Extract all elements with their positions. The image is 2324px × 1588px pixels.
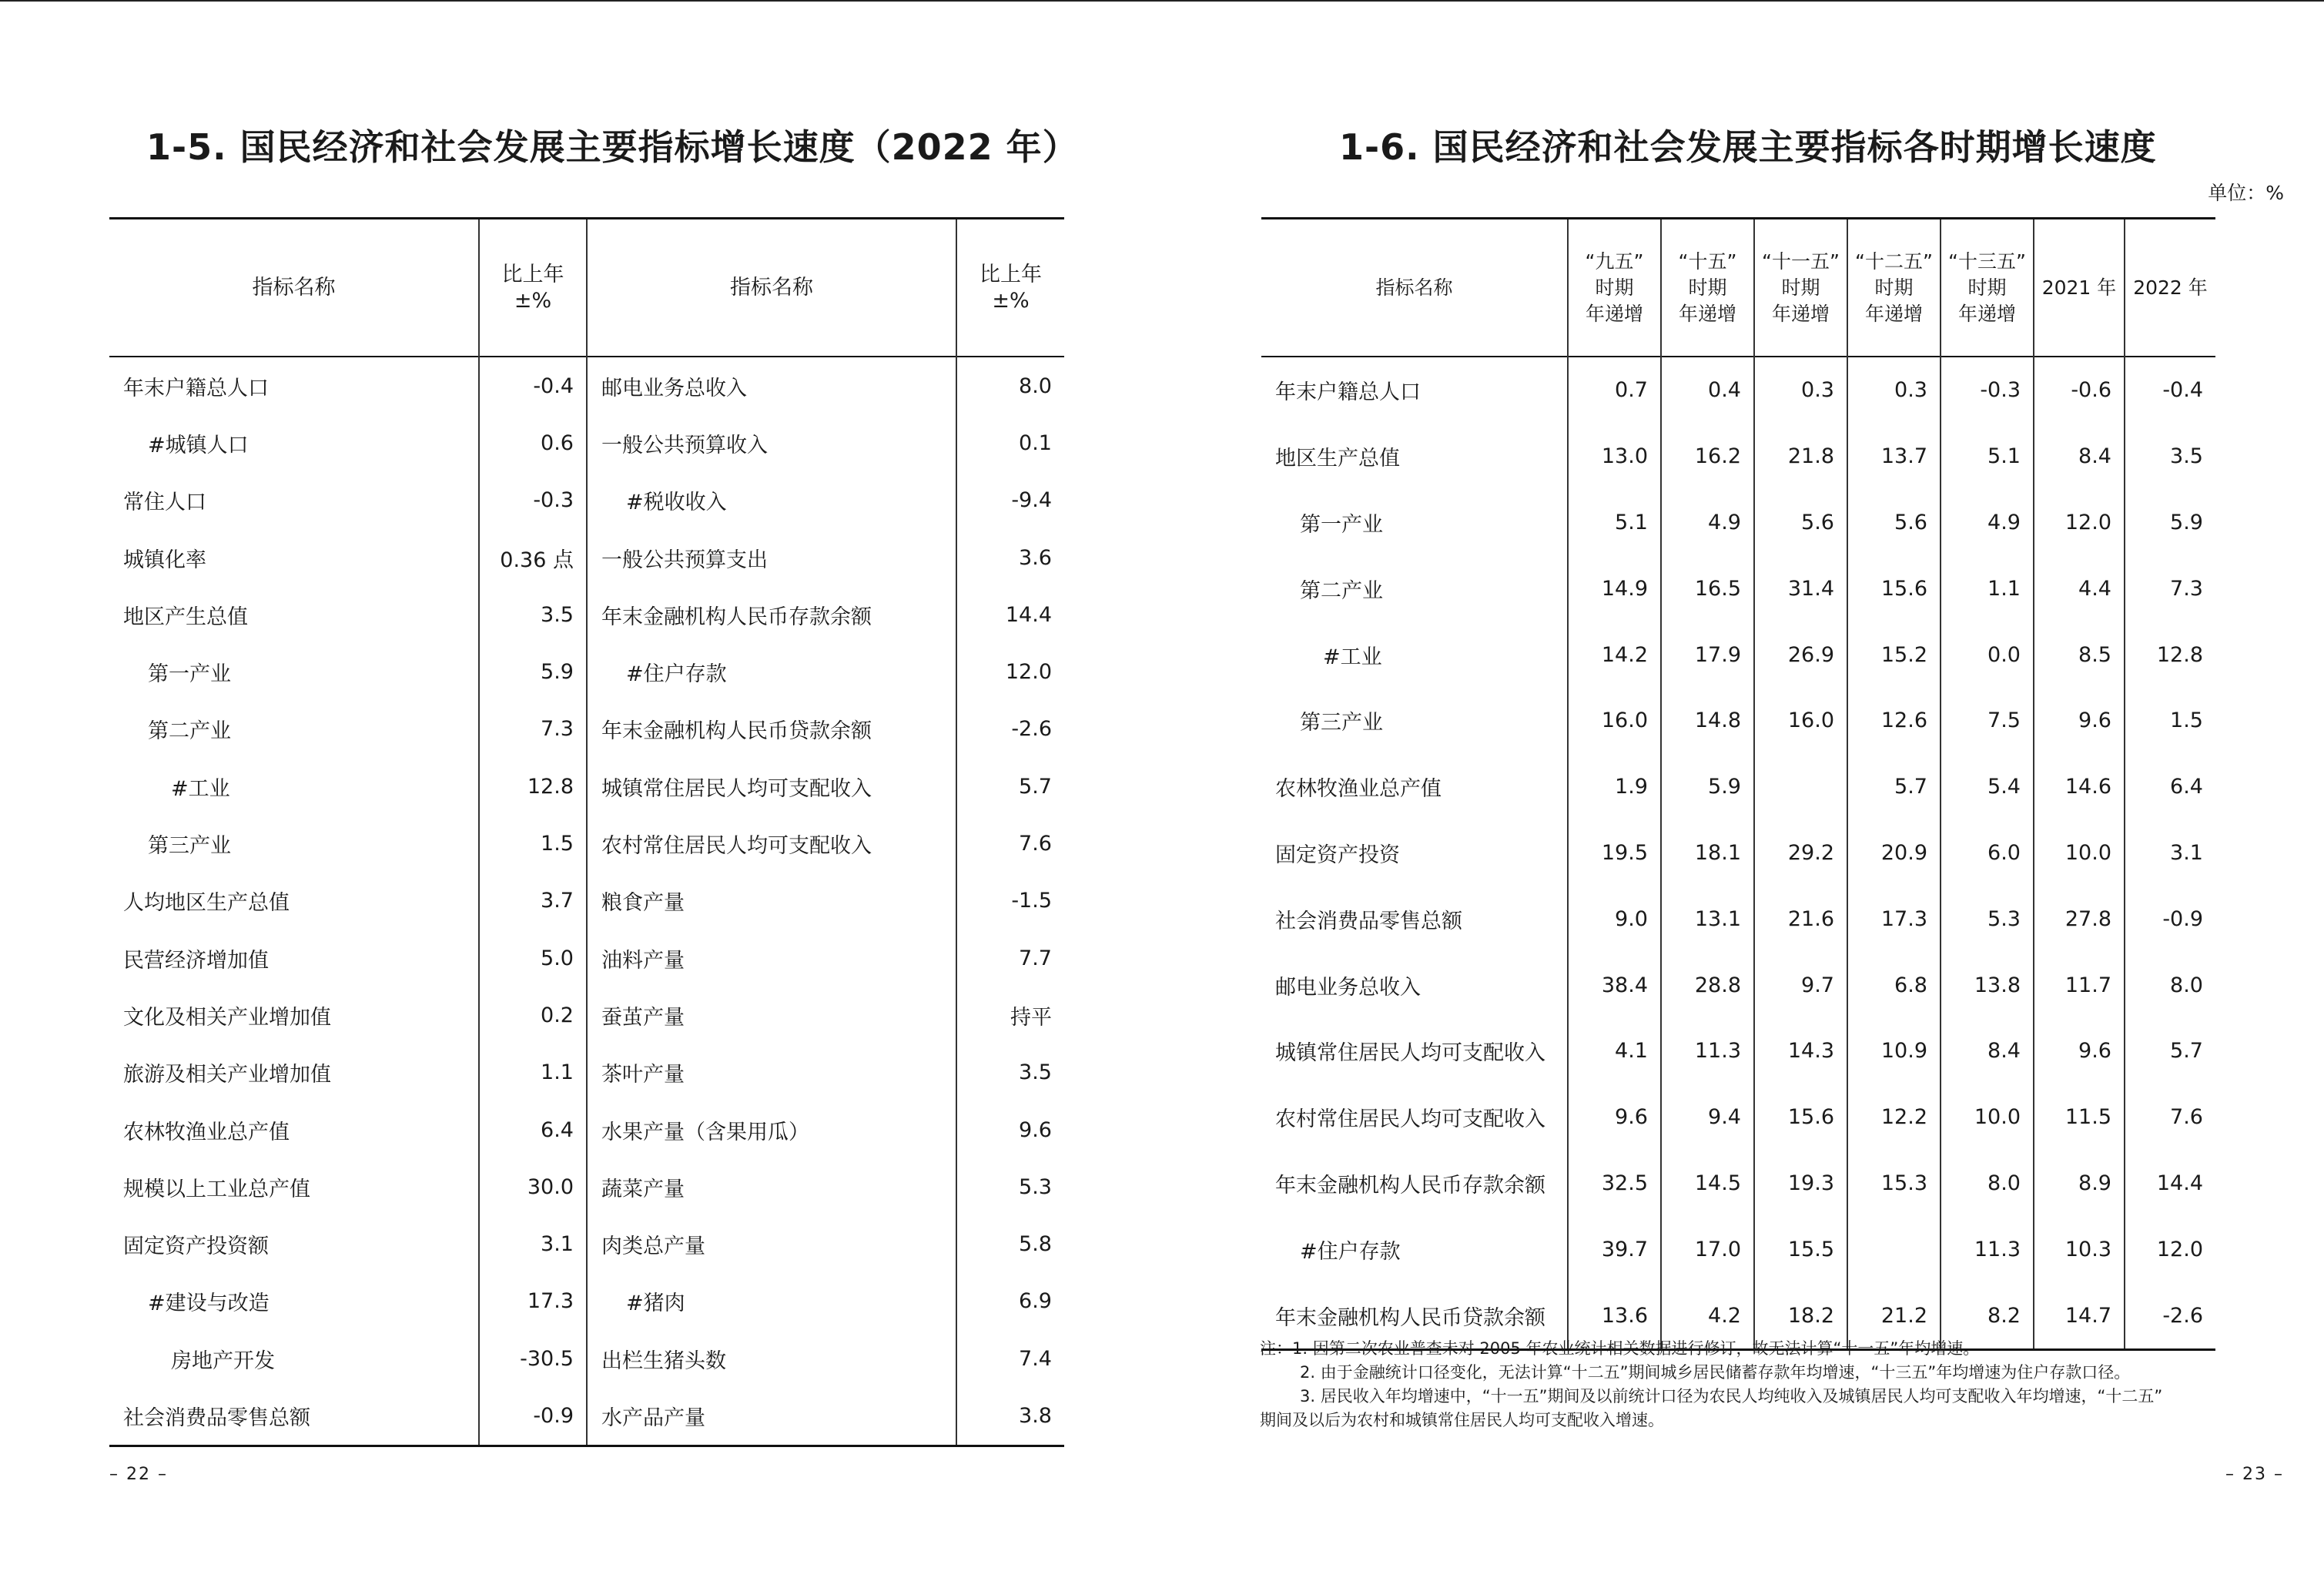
indicator-name: #税收收入 <box>587 472 956 529</box>
indicator-name: 第二产业 <box>109 701 479 758</box>
indicator-value: 7.6 <box>1019 832 1052 856</box>
indicator-growth-table-2022 <box>109 217 1064 1447</box>
period-growth-value: 26.9 <box>1754 621 1847 688</box>
header-2022: 2022 年 <box>2133 276 2208 299</box>
indicator-name: #工业 <box>1261 621 1568 688</box>
table-row <box>1261 621 2215 688</box>
period-growth-value: -0.6 <box>2034 357 2125 424</box>
indicator-name: 城镇化率 <box>109 529 479 586</box>
indicator-name: #住户存款 <box>1261 1216 1568 1282</box>
indicator-name: 第三产业 <box>1261 688 1568 754</box>
indicator-value: -1.5 <box>1011 889 1052 913</box>
indicator-value: 17.3 <box>479 1273 587 1330</box>
indicator-name: 第三产业 <box>109 815 479 872</box>
indicator-name: 年末户籍总人口 <box>1261 357 1568 424</box>
table-row <box>1261 1018 2215 1084</box>
period-growth-value: 9.7 <box>1754 952 1847 1018</box>
period-growth-value: 16.0 <box>1568 688 1661 754</box>
table-row <box>109 357 1064 414</box>
indicator-name: 油料产量 <box>587 930 956 987</box>
period-growth-value: 13.6 <box>1568 1282 1661 1349</box>
period-growth-value: 9.4 <box>1661 1084 1754 1151</box>
indicator-name: #建设与改造 <box>109 1273 479 1330</box>
indicator-name: 地区产生总值 <box>109 586 479 643</box>
period-growth-value: 5.9 <box>1661 754 1754 820</box>
table-row <box>1261 357 2215 424</box>
indicator-name: 地区生产总值 <box>1261 424 1568 490</box>
period-growth-value: 8.9 <box>2034 1151 2125 1217</box>
period-growth-value: 12.8 <box>2156 642 2203 667</box>
indicator-name: 年末金融机构人民币存款余额 <box>1261 1151 1568 1217</box>
indicator-name: 房地产开发 <box>109 1330 479 1387</box>
header-11th-five-year: “十一五” 时期 年递增 <box>1754 219 1847 357</box>
indicator-name: 茶叶产量 <box>587 1044 956 1101</box>
period-growth-value: 7.6 <box>2170 1105 2203 1130</box>
indicator-value: 8.0 <box>1019 374 1052 398</box>
period-growth-value: 13.1 <box>1661 886 1754 952</box>
period-growth-value: 8.0 <box>2170 973 2203 997</box>
period-growth-value: 18.1 <box>1661 820 1754 886</box>
period-growth-value: 13.0 <box>1568 424 1661 490</box>
period-growth-value: 8.0 <box>1941 1151 2034 1217</box>
indicator-value: 5.3 <box>1019 1174 1052 1199</box>
period-growth-value: 0.0 <box>1941 621 2034 688</box>
indicator-value: -30.5 <box>479 1330 587 1387</box>
period-growth-value: 13.7 <box>1847 424 1941 490</box>
period-growth-value: 10.9 <box>1847 1018 1941 1084</box>
period-growth-value: 7.5 <box>1941 688 2034 754</box>
table-notes <box>1260 1337 2230 1432</box>
indicator-name: 蚕茧产量 <box>587 987 956 1044</box>
period-growth-value: 4.9 <box>1941 490 2034 556</box>
period-growth-value: 5.1 <box>1941 424 2034 490</box>
indicator-value: 3.8 <box>1019 1403 1052 1428</box>
period-growth-value: 4.4 <box>2034 555 2125 621</box>
period-growth-value: 6.0 <box>1941 820 2034 886</box>
header-2021: 2021 年 <box>2034 219 2125 357</box>
period-growth-value: 9.6 <box>2034 688 2125 754</box>
period-growth-value: 8.4 <box>1941 1018 2034 1084</box>
indicator-value: 9.6 <box>1019 1117 1052 1142</box>
indicator-name: 年末金融机构人民币贷款余额 <box>1261 1282 1568 1349</box>
period-growth-value: 3.1 <box>2170 840 2203 865</box>
table-row <box>109 815 1064 872</box>
table-row <box>109 1215 1064 1272</box>
period-growth-value: 21.8 <box>1754 424 1847 490</box>
period-growth-value: 19.3 <box>1754 1151 1847 1217</box>
indicator-name: 固定资产投资额 <box>109 1215 479 1272</box>
indicator-value: 0.1 <box>1019 431 1052 455</box>
indicator-name: 年末金融机构人民币存款余额 <box>587 586 956 643</box>
page-number: – 23 – <box>2225 1465 2284 1484</box>
period-growth-value <box>1754 754 1847 820</box>
indicator-value: 12.8 <box>479 758 587 815</box>
indicator-name: 文化及相关产业增加值 <box>109 987 479 1044</box>
indicator-name: 农村常住居民人均可支配收入 <box>587 815 956 872</box>
period-growth-value: 0.7 <box>1568 357 1661 424</box>
period-growth-value: 8.4 <box>2034 424 2125 490</box>
indicator-name: #猪肉 <box>587 1273 956 1330</box>
indicator-name: 第一产业 <box>109 643 479 700</box>
table-row <box>109 472 1064 529</box>
period-growth-value: 14.8 <box>1661 688 1754 754</box>
indicator-name: 年末金融机构人民币贷款余额 <box>587 701 956 758</box>
table-row <box>109 643 1064 700</box>
right-page <box>1162 0 2324 1588</box>
indicator-value: -2.6 <box>1011 717 1052 742</box>
indicator-value: 0.6 <box>479 414 587 471</box>
indicator-value: 0.2 <box>479 987 587 1044</box>
period-growth-value: 12.6 <box>1847 688 1941 754</box>
indicator-value: 3.5 <box>479 586 587 643</box>
period-growth-value: 5.7 <box>2170 1039 2203 1064</box>
period-growth-value: 5.7 <box>1847 754 1941 820</box>
period-growth-value: 6.4 <box>2170 775 2203 799</box>
indicator-name: 邮电业务总收入 <box>587 357 956 414</box>
header-indicator-name: 指标名称 <box>1261 219 1568 357</box>
indicator-name: 人均地区生产总值 <box>109 873 479 930</box>
table-row <box>1261 1216 2215 1282</box>
period-growth-value: 10.0 <box>2034 820 2125 886</box>
table-row <box>1261 490 2215 556</box>
header-yoy-change: 比上年 ±% <box>979 262 1042 313</box>
note-line: 2. 由于金融统计口径变化，无法计算“十二五”期间城乡居民储蓄存款年均增速，“十三五”年均增速为住户存款口径。 <box>1300 1363 2131 1382</box>
period-growth-value: -0.9 <box>2162 906 2203 931</box>
table-row <box>1261 886 2215 952</box>
indicator-growth-by-period-table <box>1261 217 2215 1351</box>
indicator-name: 第一产业 <box>1261 490 1568 556</box>
period-growth-value: 31.4 <box>1754 555 1847 621</box>
period-growth-value: 1.1 <box>1941 555 2034 621</box>
period-growth-value: 14.6 <box>2034 754 2125 820</box>
period-growth-value: 14.9 <box>1568 555 1661 621</box>
period-growth-value: 39.7 <box>1568 1216 1661 1282</box>
indicator-value: 3.7 <box>479 873 587 930</box>
table-row <box>109 873 1064 930</box>
indicator-value: 6.9 <box>1019 1289 1052 1314</box>
indicator-value: 5.7 <box>1019 774 1052 799</box>
period-growth-value: 16.2 <box>1661 424 1754 490</box>
period-growth-value <box>1847 1216 1941 1282</box>
table-row <box>109 701 1064 758</box>
period-growth-value: 17.9 <box>1661 621 1754 688</box>
period-growth-value: 5.1 <box>1568 490 1661 556</box>
page-title: 1-5. 国民经济和社会发展主要指标增长速度（2022 年） <box>146 126 1079 168</box>
period-growth-value: 5.4 <box>1941 754 2034 820</box>
indicator-name: 旅游及相关产业增加值 <box>109 1044 479 1101</box>
period-growth-value: 11.3 <box>1941 1216 2034 1282</box>
indicator-name: 城镇常住居民人均可支配收入 <box>587 758 956 815</box>
table-header-row <box>1261 219 2215 357</box>
indicator-name: 农村常住居民人均可支配收入 <box>1261 1084 1568 1151</box>
note-line: 3. 居民收入年均增速中，“十一五”期间及以前统计口径为农民人均纯收入及城镇居民人均可支配收入年均增速，“十二五” <box>1300 1387 2163 1405</box>
indicator-value: 14.4 <box>1005 602 1052 627</box>
indicator-name: 第二产业 <box>1261 555 1568 621</box>
period-growth-value: 32.5 <box>1568 1151 1661 1217</box>
period-growth-value: 15.6 <box>1754 1084 1847 1151</box>
table-row <box>109 1101 1064 1158</box>
indicator-value: 5.0 <box>479 930 587 987</box>
period-growth-value: 8.2 <box>1941 1282 2034 1349</box>
indicator-name: 邮电业务总收入 <box>1261 952 1568 1018</box>
indicator-name: 一般公共预算收入 <box>587 414 956 471</box>
indicator-name: 农林牧渔业总产值 <box>1261 754 1568 820</box>
period-growth-value: 12.2 <box>1847 1084 1941 1151</box>
period-growth-value: 21.2 <box>1847 1282 1941 1349</box>
period-growth-value: 20.9 <box>1847 820 1941 886</box>
indicator-name: #住户存款 <box>587 643 956 700</box>
period-growth-value: 4.2 <box>1661 1282 1754 1349</box>
indicator-value: -0.3 <box>479 472 587 529</box>
page-title: 1-6. 国民经济和社会发展主要指标各时期增长速度 <box>1339 126 2157 168</box>
period-growth-value: 14.2 <box>1568 621 1661 688</box>
period-growth-value: 11.7 <box>2034 952 2125 1018</box>
period-growth-value: 9.6 <box>2034 1018 2125 1084</box>
indicator-name: 一般公共预算支出 <box>587 529 956 586</box>
header-9th-five-year: “九五” 时期 年递增 <box>1568 219 1661 357</box>
period-growth-value: 9.0 <box>1568 886 1661 952</box>
indicator-name: 农林牧渔业总产值 <box>109 1101 479 1158</box>
table-row <box>1261 820 2215 886</box>
indicator-value: 5.8 <box>1019 1232 1052 1257</box>
period-growth-value: 10.3 <box>2034 1216 2125 1282</box>
period-growth-value: 21.6 <box>1754 886 1847 952</box>
indicator-value: 12.0 <box>1005 660 1052 685</box>
indicator-value: 6.4 <box>479 1101 587 1158</box>
period-growth-value: 11.5 <box>2034 1084 2125 1151</box>
indicator-value: 1.1 <box>479 1044 587 1101</box>
indicator-value: 3.5 <box>1019 1060 1052 1085</box>
period-growth-value: 28.8 <box>1661 952 1754 1018</box>
indicator-name: #城镇人口 <box>109 414 479 471</box>
period-growth-value: 12.0 <box>2156 1237 2203 1261</box>
period-growth-value: 11.3 <box>1661 1018 1754 1084</box>
period-growth-value: 6.8 <box>1847 952 1941 1018</box>
period-growth-value: 3.5 <box>2170 444 2203 469</box>
indicator-name: #工业 <box>109 758 479 815</box>
period-growth-value: 1.9 <box>1568 754 1661 820</box>
period-growth-value: 8.5 <box>2034 621 2125 688</box>
indicator-name: 社会消费品零售总额 <box>1261 886 1568 952</box>
period-growth-value: 16.5 <box>1661 555 1754 621</box>
period-growth-value: 0.4 <box>1661 357 1754 424</box>
period-growth-value: 14.5 <box>1661 1151 1754 1217</box>
period-growth-value: 5.9 <box>2170 510 2203 534</box>
period-growth-value: 15.6 <box>1847 555 1941 621</box>
header-indicator-name: 指标名称 <box>109 219 479 357</box>
period-growth-value: 15.2 <box>1847 621 1941 688</box>
table-row <box>109 1387 1064 1446</box>
period-growth-value: -0.3 <box>1941 357 2034 424</box>
table-row <box>109 1044 1064 1101</box>
period-growth-value: 38.4 <box>1568 952 1661 1018</box>
period-growth-value: 19.5 <box>1568 820 1661 886</box>
indicator-name: 蔬菜产量 <box>587 1158 956 1215</box>
period-growth-value: 17.0 <box>1661 1216 1754 1282</box>
indicator-value: -9.4 <box>1011 488 1052 513</box>
period-growth-value: 27.8 <box>2034 886 2125 952</box>
indicator-value: 3.6 <box>1019 545 1052 570</box>
indicator-name: 常住人口 <box>109 472 479 529</box>
table-header-row <box>109 219 1064 357</box>
period-growth-value: 5.3 <box>1941 886 2034 952</box>
indicator-value: 30.0 <box>479 1158 587 1215</box>
period-growth-value: -0.4 <box>2162 378 2203 403</box>
indicator-name: 粮食产量 <box>587 873 956 930</box>
period-growth-value: 17.3 <box>1847 886 1941 952</box>
page-number: – 22 – <box>109 1465 168 1484</box>
table-row <box>1261 754 2215 820</box>
header-12th-five-year: “十二五” 时期 年递增 <box>1847 219 1941 357</box>
table-row <box>109 1330 1064 1387</box>
period-growth-value: 9.6 <box>1568 1084 1661 1151</box>
indicator-name: 城镇常住居民人均可支配收入 <box>1261 1018 1568 1084</box>
table-row <box>1261 1084 2215 1151</box>
period-growth-value: 0.3 <box>1754 357 1847 424</box>
period-growth-value: 1.5 <box>2170 709 2203 733</box>
indicator-name: 规模以上工业总产值 <box>109 1158 479 1215</box>
period-growth-value: 29.2 <box>1754 820 1847 886</box>
indicator-name: 出栏生猪头数 <box>587 1330 956 1387</box>
period-growth-value: 7.3 <box>2170 576 2203 601</box>
indicator-value: 5.9 <box>479 643 587 700</box>
table-row <box>109 414 1064 471</box>
period-growth-value: 4.9 <box>1661 490 1754 556</box>
header-10th-five-year: “十五” 时期 年递增 <box>1661 219 1754 357</box>
unit-label: 单位：% <box>2208 182 2284 204</box>
table-row <box>1261 424 2215 490</box>
indicator-value: -0.9 <box>479 1387 587 1446</box>
table-row <box>109 1273 1064 1330</box>
indicator-value: 3.1 <box>479 1215 587 1272</box>
indicator-name: 水果产量（含果用瓜） <box>587 1101 956 1158</box>
indicator-value: -0.4 <box>479 357 587 414</box>
period-growth-value: -2.6 <box>2162 1303 2203 1328</box>
indicator-name: 民营经济增加值 <box>109 930 479 987</box>
table-row <box>109 987 1064 1044</box>
header-yoy-change: 比上年 ±% <box>479 219 587 357</box>
table-row <box>109 586 1064 643</box>
period-growth-value: 14.3 <box>1754 1018 1847 1084</box>
period-growth-value: 13.8 <box>1941 952 2034 1018</box>
period-growth-value: 15.5 <box>1754 1216 1847 1282</box>
period-growth-value: 12.0 <box>2034 490 2125 556</box>
indicator-value: 1.5 <box>479 815 587 872</box>
indicator-value: 0.36 点 <box>479 529 587 586</box>
period-growth-value: 16.0 <box>1754 688 1847 754</box>
period-growth-value: 14.7 <box>2034 1282 2125 1349</box>
table-row <box>109 758 1064 815</box>
period-growth-value: 14.4 <box>2156 1171 2203 1195</box>
header-13th-five-year: “十三五” 时期 年递增 <box>1941 219 2034 357</box>
period-growth-value: 5.6 <box>1847 490 1941 556</box>
table-row <box>1261 555 2215 621</box>
header-indicator-name: 指标名称 <box>587 219 956 357</box>
indicator-name: 水产品产量 <box>587 1387 956 1446</box>
indicator-value: 7.7 <box>1019 946 1052 970</box>
indicator-name: 固定资产投资 <box>1261 820 1568 886</box>
period-growth-value: 5.6 <box>1754 490 1847 556</box>
table-row <box>109 930 1064 987</box>
indicator-value: 持平 <box>1010 1005 1052 1030</box>
period-growth-value: 15.3 <box>1847 1151 1941 1217</box>
note-line: 期间及以后为农村和城镇常住居民人均可支配收入增速。 <box>1260 1411 1664 1429</box>
indicator-value: 7.4 <box>1019 1346 1052 1371</box>
note-line: 注：1. 因第二次农业普查未对 2005 年农业统计相关数据进行修订，故无法计算“十一五”年均增速。 <box>1260 1339 1980 1358</box>
table-row <box>1261 688 2215 754</box>
indicator-name: 年末户籍总人口 <box>109 357 479 414</box>
indicator-value: 7.3 <box>479 701 587 758</box>
table-row <box>1261 1151 2215 1217</box>
indicator-name: 社会消费品零售总额 <box>109 1387 479 1446</box>
table-row <box>109 1158 1064 1215</box>
table-row <box>1261 952 2215 1018</box>
indicator-name: 肉类总产量 <box>587 1215 956 1272</box>
period-growth-value: 4.1 <box>1568 1018 1661 1084</box>
period-growth-value: 0.3 <box>1847 357 1941 424</box>
period-growth-value: 10.0 <box>1941 1084 2034 1151</box>
table-row <box>109 529 1064 586</box>
period-growth-value: 18.2 <box>1754 1282 1847 1349</box>
